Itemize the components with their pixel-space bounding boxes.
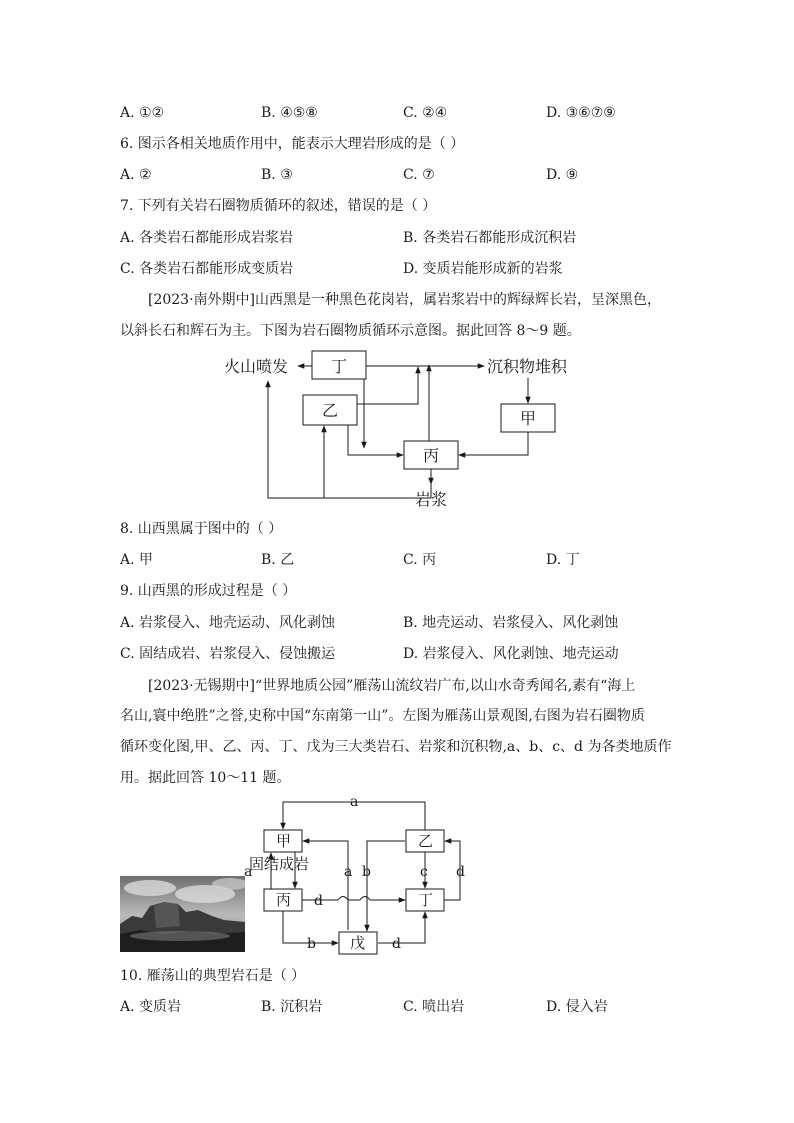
intro2-line3: 循环变化图,甲、乙、丙、丁、戊为三大类岩石、岩浆和沉积物,a、b、c、d 为各类地质作	[120, 739, 672, 755]
d2-label-bing: 丙	[276, 891, 292, 909]
q9-option-b: B. 地壳运动、岩浆侵入、风化剥蚀	[403, 615, 619, 631]
label-jia: 甲	[520, 409, 537, 428]
label-ding: 丁	[331, 357, 348, 376]
q9-option-c: C. 固结成岩、岩浆侵入、侵蚀搬运	[120, 646, 336, 662]
q5-option-c: C. ②④	[403, 105, 448, 121]
q9-stem: 9. 山西黑的形成过程是（ ）	[120, 583, 297, 599]
q10-stem: 10. 雁荡山的典型岩石是（ ）	[120, 968, 306, 984]
d2-label-ding: 丁	[418, 891, 434, 909]
q10-option-d: D. 侵入岩	[546, 999, 608, 1015]
d2-label-c: c	[420, 864, 428, 880]
d2-label-d-right: d	[456, 864, 465, 880]
q8-option-a: A. 甲	[120, 552, 154, 568]
q10-option-a: A. 变质岩	[120, 999, 182, 1015]
q7-option-c: C. 各类岩石都能形成变质岩	[120, 261, 294, 277]
d2-label-jia: 甲	[276, 832, 292, 850]
q8-option-c: C. 丙	[403, 552, 437, 568]
q8-option-b: B. 乙	[261, 552, 295, 568]
q6-option-a: A. ②	[120, 167, 152, 183]
q5-option-d: D. ③⑥⑦⑨	[546, 105, 616, 121]
d2-label-yi: 乙	[418, 832, 434, 850]
d2-label-wu: 戊	[350, 934, 366, 952]
intro2-line4: 用。据此回答 10～11 题。	[120, 770, 291, 786]
q5-option-a: A. ①②	[120, 105, 165, 121]
d2-label-a-left: a	[244, 864, 253, 880]
intro2-line1: [2023·无锡期中]“世界地质公园”雁荡山流纹岩广布,以山水奇秀闻名,素有“海上	[148, 678, 636, 694]
d2-label-guji: 固结成岩	[249, 855, 310, 873]
q6-stem: 6. 图示各相关地质作用中，能表示大理岩形成的是（ ）	[120, 136, 465, 152]
q9-option-d: D. 岩浆侵入、风化剥蚀、地壳运动	[403, 646, 619, 662]
label-bing: 丙	[423, 446, 440, 465]
label-yi: 乙	[322, 401, 339, 420]
d2-label-b-mid: b	[362, 864, 371, 880]
q9-option-a: A. 岩浆侵入、地壳运动、风化剥蚀	[120, 615, 336, 631]
q8-option-d: D. 丁	[546, 552, 580, 568]
q6-option-b: B. ③	[261, 167, 293, 183]
label-volcano: 火山喷发	[224, 357, 289, 376]
q10-option-c: C. 喷出岩	[403, 999, 465, 1015]
intro1-line2: 以斜长石和辉石为主。下图为岩石圈物质循环示意图。据此回答 8～9 题。	[120, 323, 581, 339]
intro2-line2: 名山,寰中绝胜”之誉,史称中国“东南第一山”。左图为雁荡山景观图,右图为岩石圈物质	[120, 708, 645, 724]
label-sediment: 沉积物堆积	[487, 357, 568, 376]
d2-label-d-bottom: d	[392, 936, 401, 952]
d2-label-b-bottom: b	[307, 936, 316, 952]
q7-stem: 7. 下列有关岩石圈物质循环的叙述，错误的是（ ）	[120, 198, 437, 214]
q6-option-d: D. ⑨	[546, 167, 579, 183]
q5-option-b: B. ④⑤⑧	[261, 105, 318, 121]
q7-option-b: B. 各类岩石都能形成沉积岩	[403, 230, 577, 246]
q10-option-b: B. 沉积岩	[261, 999, 323, 1015]
q7-option-a: A. 各类岩石都能形成岩浆岩	[120, 230, 294, 246]
q8-stem: 8. 山西黑属于图中的（ ）	[120, 521, 283, 537]
d2-label-a-mid: a	[344, 864, 353, 880]
d2-label-a-top: a	[350, 794, 359, 810]
q7-option-d: D. 变质岩能形成新的岩浆	[403, 261, 563, 277]
d2-label-d-mid: d	[314, 893, 323, 909]
intro1-line1: [2023·南外期中]山西黑是一种黑色花岗岩，属岩浆岩中的辉绿辉长岩，呈深黑色，	[148, 292, 662, 308]
q6-option-c: C. ⑦	[403, 167, 435, 183]
label-magma: 岩浆	[415, 490, 448, 509]
